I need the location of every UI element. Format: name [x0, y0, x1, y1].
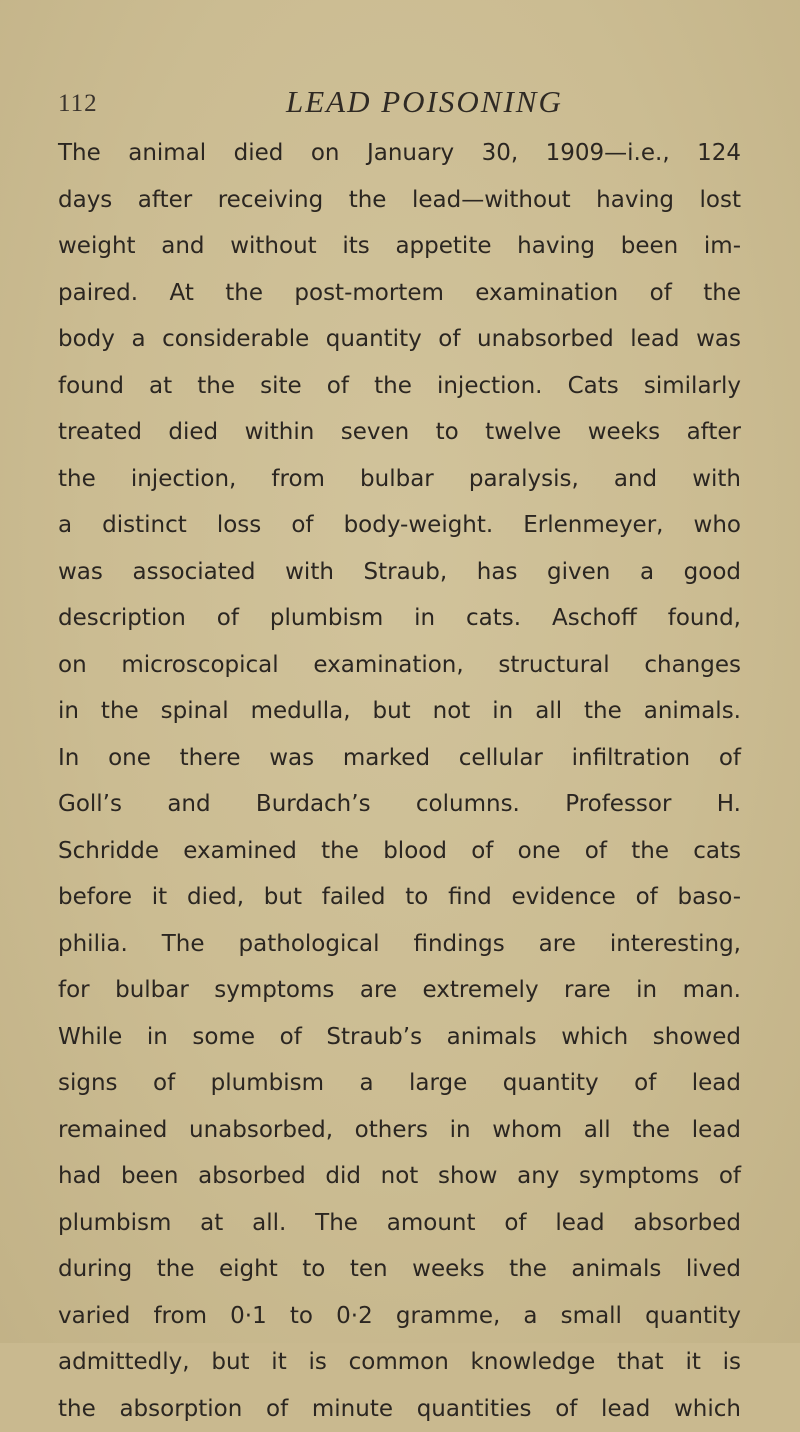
text-line: for bulbar symptoms are extremely rare in man. [58, 967, 741, 1014]
text-line: on microscopical examination, structural changes [58, 642, 741, 689]
text-line: days after receiving the lead—without having lost [58, 177, 741, 224]
text-line: was associated with Straub, has given a good [58, 549, 741, 596]
page-number: 112 [58, 90, 98, 118]
text-line: before it died, but failed to find evidence of baso- [58, 874, 741, 921]
text-line: Goll’s and Burdach’s columns. Professor H. [58, 781, 741, 828]
text-line: found at the site of the injection. Cats similarly [58, 363, 741, 410]
text-line: the absorption of minute quantities of lead which [58, 1386, 741, 1432]
text-line: Schridde examined the blood of one of the cats [58, 828, 741, 875]
text-line: description of plumbism in cats. Aschoff found, [58, 595, 741, 642]
text-line: remained unabsorbed, others in whom all the lead [58, 1107, 741, 1154]
running-head [58, 84, 760, 124]
text-line: a distinct loss of body-weight. Erlenmeyer, who [58, 502, 741, 549]
text-line: during the eight to ten weeks the animals lived [58, 1246, 741, 1293]
body-text [58, 130, 778, 1432]
text-line: While in some of Straub’s animals which showed [58, 1014, 741, 1061]
text-line: in the spinal medulla, but not in all the animals. [58, 688, 741, 735]
text-line: varied from 0·1 to 0·2 gramme, a small quantity [58, 1293, 741, 1340]
text-line: had been absorbed did not show any symptoms of [58, 1153, 741, 1200]
text-line: paired. At the post-mortem examination of the [58, 270, 741, 317]
text-line: body a considerable quantity of unabsorbed lead was [58, 316, 741, 363]
text-line: the injection, from bulbar paralysis, and with [58, 456, 741, 503]
text-line: plumbism at all. The amount of lead absorbed [58, 1200, 741, 1247]
text-line: The animal died on January 30, 1909—i.e., 124 [58, 130, 741, 177]
running-title: LEAD POISONING [286, 84, 563, 120]
text-line: weight and without its appetite having been im- [58, 223, 741, 270]
text-line: signs of plumbism a large quantity of lead [58, 1060, 741, 1107]
text-line: treated died within seven to twelve weeks after [58, 409, 741, 456]
text-line: philia. The pathological findings are interesting, [58, 921, 741, 968]
text-line: In one there was marked cellular infiltration of [58, 735, 741, 782]
text-line: admittedly, but it is common knowledge that it is [58, 1339, 741, 1386]
